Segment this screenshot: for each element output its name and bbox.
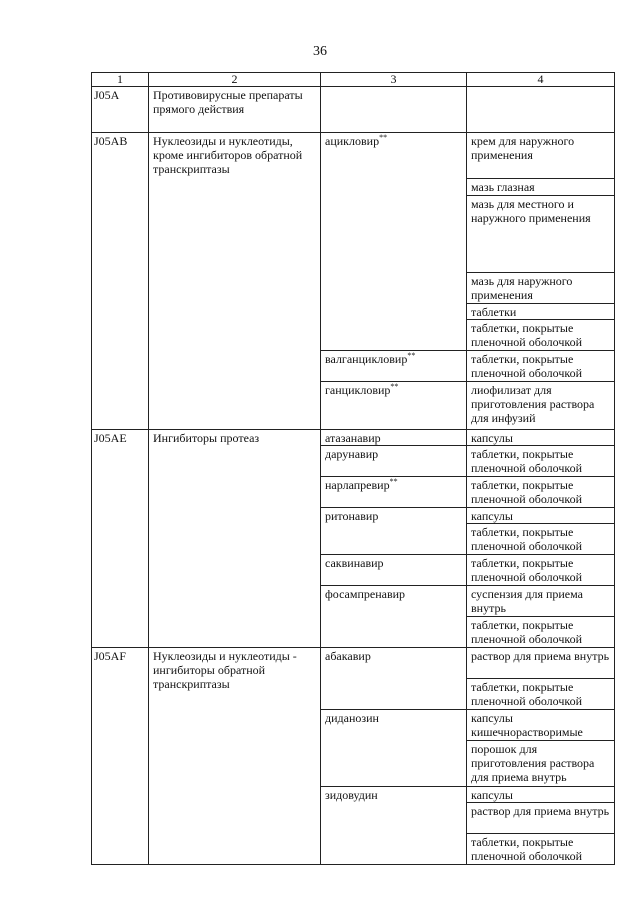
drug-name: абакавир <box>325 649 371 663</box>
dosage-form: суспензия для приема внутрь <box>467 586 615 617</box>
drug-name: атазанавир <box>325 431 381 445</box>
dosage-form: таблетки, покрытые пленочной оболочкой <box>467 351 615 382</box>
dosage-form: крем для наружного применения <box>467 133 615 179</box>
drug-name-cell <box>321 648 467 710</box>
drug-name: ацикловир <box>325 134 380 148</box>
table-row <box>92 648 615 679</box>
drug-name-cell <box>321 477 467 508</box>
drug-mark: ** <box>379 133 388 142</box>
table-body <box>92 87 615 865</box>
column-header: 1 <box>92 73 149 87</box>
dosage-form: таблетки, покрытые пленочной оболочкой <box>467 555 615 586</box>
table-row <box>92 133 615 179</box>
dosage-form: капсулы кишечнорастворимые <box>467 710 615 741</box>
column-header: 4 <box>467 73 615 87</box>
drug-name: фосампренавир <box>325 587 406 601</box>
dosage-form: мазь для наружного применения <box>467 273 615 304</box>
dosage-form: таблетки, покрытые пленочной оболочкой <box>467 617 615 648</box>
dosage-form: таблетки, покрытые пленочной оболочкой <box>467 446 615 477</box>
drug-name-cell <box>321 787 467 865</box>
atc-code: J05AF <box>92 648 149 865</box>
column-header: 2 <box>149 73 321 87</box>
group-name: Нуклеозиды и нуклеотиды - ингибиторы обратной транскриптазы <box>149 648 321 865</box>
drug-name-cell <box>321 430 467 446</box>
drug-cell-empty <box>321 87 467 133</box>
dosage-form: таблетки, покрытые пленочной оболочкой <box>467 679 615 710</box>
dosage-form: раствор для приема внутрь <box>467 803 615 834</box>
atc-code: J05AB <box>92 133 149 430</box>
drug-name: саквинавир <box>325 556 384 570</box>
drug-mark: ** <box>407 351 416 360</box>
dosage-form: капсулы <box>467 430 615 446</box>
table-row <box>92 87 615 133</box>
atc-code: J05AE <box>92 430 149 648</box>
table-header-row <box>92 73 615 87</box>
dosage-form: порошок для приготовления раствора для приема внутрь <box>467 741 615 787</box>
drug-name-cell <box>321 710 467 787</box>
drug-mark: ** <box>390 382 399 391</box>
drug-name-cell <box>321 351 467 382</box>
drug-name: ганцикловир <box>325 383 391 397</box>
drug-name-cell <box>321 133 467 351</box>
dosage-form: лиофилизат для приготовления раствора для инфузий <box>467 382 615 430</box>
drug-name: дарунавир <box>325 447 379 461</box>
dosage-form: мазь глазная <box>467 179 615 196</box>
drug-mark: ** <box>389 477 398 486</box>
dosage-form: раствор для приема внутрь <box>467 648 615 679</box>
atc-code: J05A <box>92 87 149 133</box>
drug-name-cell <box>321 555 467 586</box>
drug-name: нарлапревир <box>325 478 390 492</box>
drug-name: ритонавир <box>325 509 379 523</box>
drug-name-cell <box>321 586 467 648</box>
drug-name-cell <box>321 382 467 430</box>
medicines-table <box>91 72 615 865</box>
drug-name-cell <box>321 508 467 555</box>
table-row <box>92 430 615 446</box>
group-name: Ингибиторы протеаз <box>149 430 321 648</box>
drug-name: валганцикловир <box>325 352 408 366</box>
drug-name-cell <box>321 446 467 477</box>
dosage-form: капсулы <box>467 787 615 803</box>
drug-name: зидовудин <box>325 788 378 802</box>
dosage-form: таблетки, покрытые пленочной оболочкой <box>467 320 615 351</box>
form-cell-empty <box>467 87 615 133</box>
dosage-form: таблетки, покрытые пленочной оболочкой <box>467 834 615 865</box>
dosage-form: таблетки <box>467 304 615 320</box>
page-number: 36 <box>313 44 327 59</box>
dosage-form: таблетки, покрытые пленочной оболочкой <box>467 477 615 508</box>
dosage-form: таблетки, покрытые пленочной оболочкой <box>467 524 615 555</box>
group-name: Противовирусные препараты прямого действия <box>149 87 321 133</box>
column-header: 3 <box>321 73 467 87</box>
dosage-form: капсулы <box>467 508 615 524</box>
dosage-form: мазь для местного и наружного применения <box>467 196 615 273</box>
group-name: Нуклеозиды и нуклеотиды, кроме ингибиторов обратной транскриптазы <box>149 133 321 430</box>
drug-name: диданозин <box>325 711 379 725</box>
